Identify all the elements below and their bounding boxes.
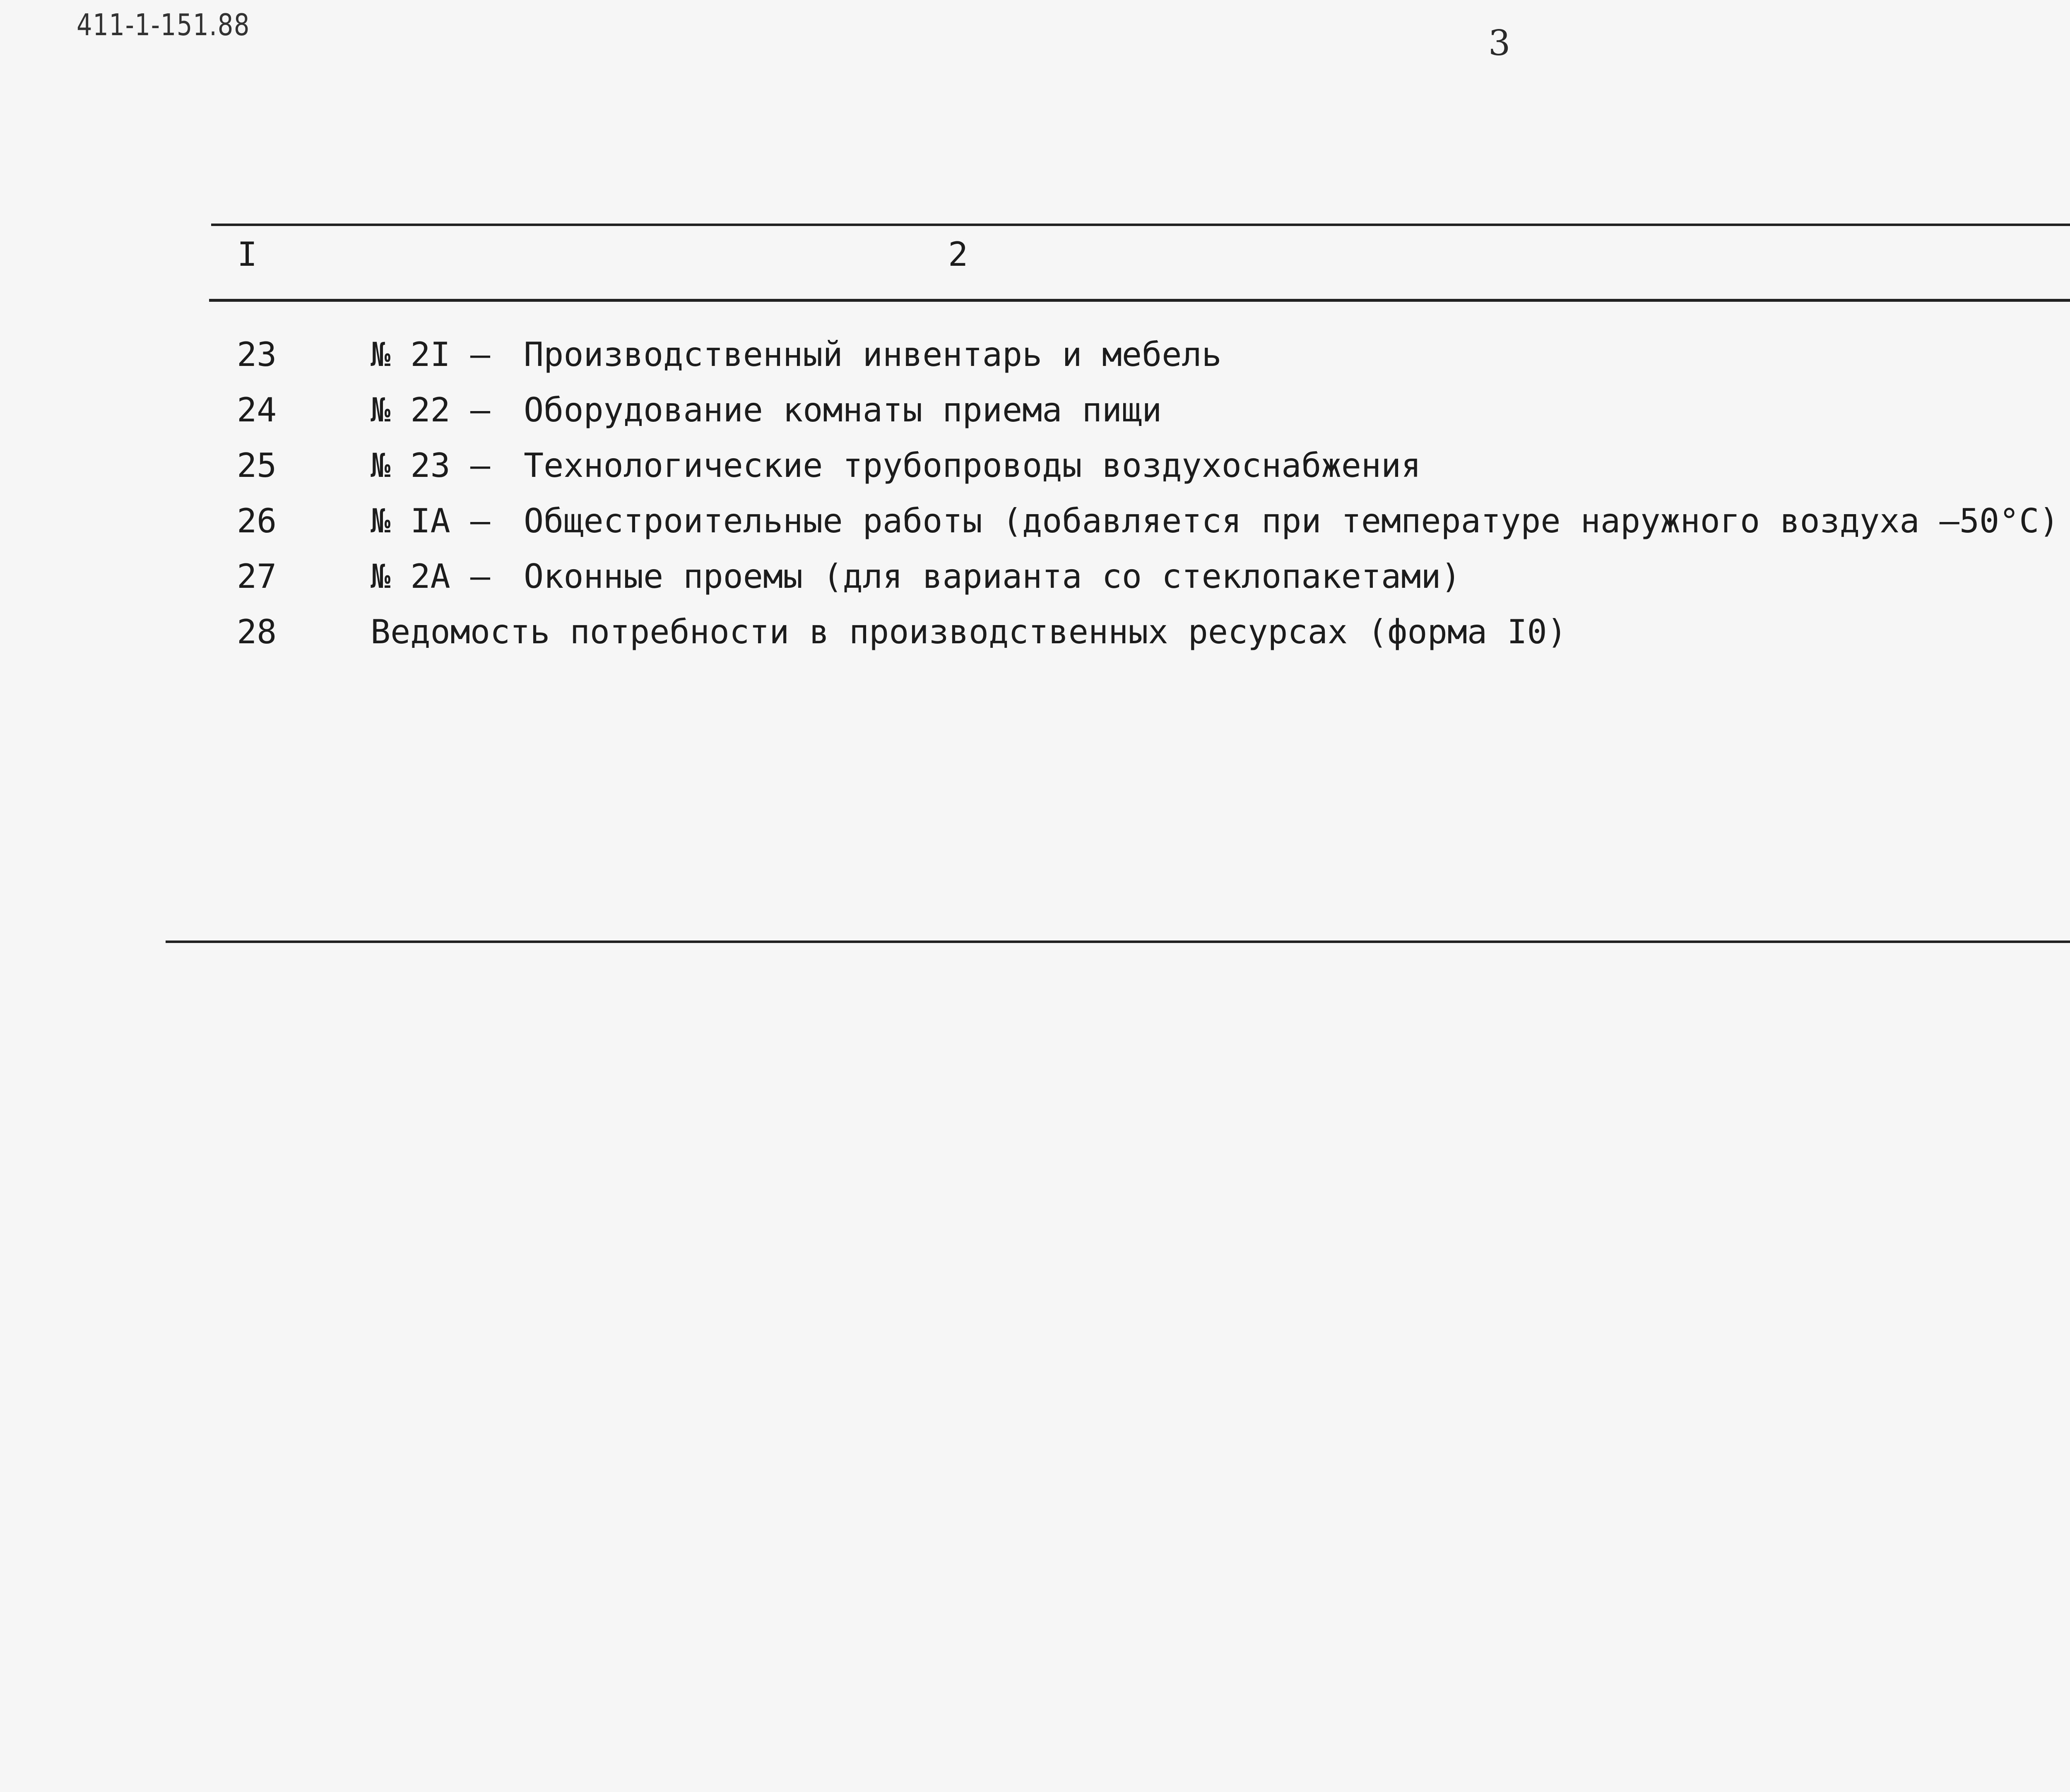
table-row (0, 327, 2070, 382)
table-top-rule (211, 224, 2070, 226)
page-number: 3 (1488, 23, 1511, 63)
table-row (0, 438, 2070, 493)
table-row (0, 549, 2070, 604)
row-title: Оборудование комнаты приема пищи (524, 391, 1162, 429)
header-bottom-rule (209, 299, 2070, 302)
table-row (0, 493, 2070, 549)
row-section: № IA – (371, 502, 490, 540)
row-title: Производственный инвентарь и мебель (524, 335, 1222, 374)
row-number: 27 (237, 557, 277, 596)
row-title: Ведомость потребности в производственных ресурсах (форма I0) (371, 613, 1567, 651)
row-section: № 2A – (371, 557, 490, 596)
row-section: № 23 – (371, 446, 490, 485)
row-title: Общестроительные работы (добавляется при температуре наружного воздуха –50°С) (524, 502, 2059, 540)
header-col-2: 2 (948, 235, 968, 274)
header-col-1: I (237, 235, 258, 274)
document-code: 411-1-151.88 (77, 7, 250, 42)
row-number: 28 (237, 613, 277, 651)
row-number: 25 (237, 446, 277, 485)
row-number: 24 (237, 391, 277, 429)
table-row (0, 382, 2070, 438)
row-number: 23 (237, 335, 277, 374)
row-title: Технологические трубопроводы воздухоснабжения (524, 446, 1421, 485)
row-section: № 22 – (371, 391, 490, 429)
table-bottom-rule (166, 940, 2070, 943)
table-row (0, 604, 2070, 660)
row-number: 26 (237, 502, 277, 540)
row-title: Оконные проемы (для варианта со стеклопакетами) (524, 557, 1461, 596)
row-section: № 2I – (371, 335, 490, 374)
